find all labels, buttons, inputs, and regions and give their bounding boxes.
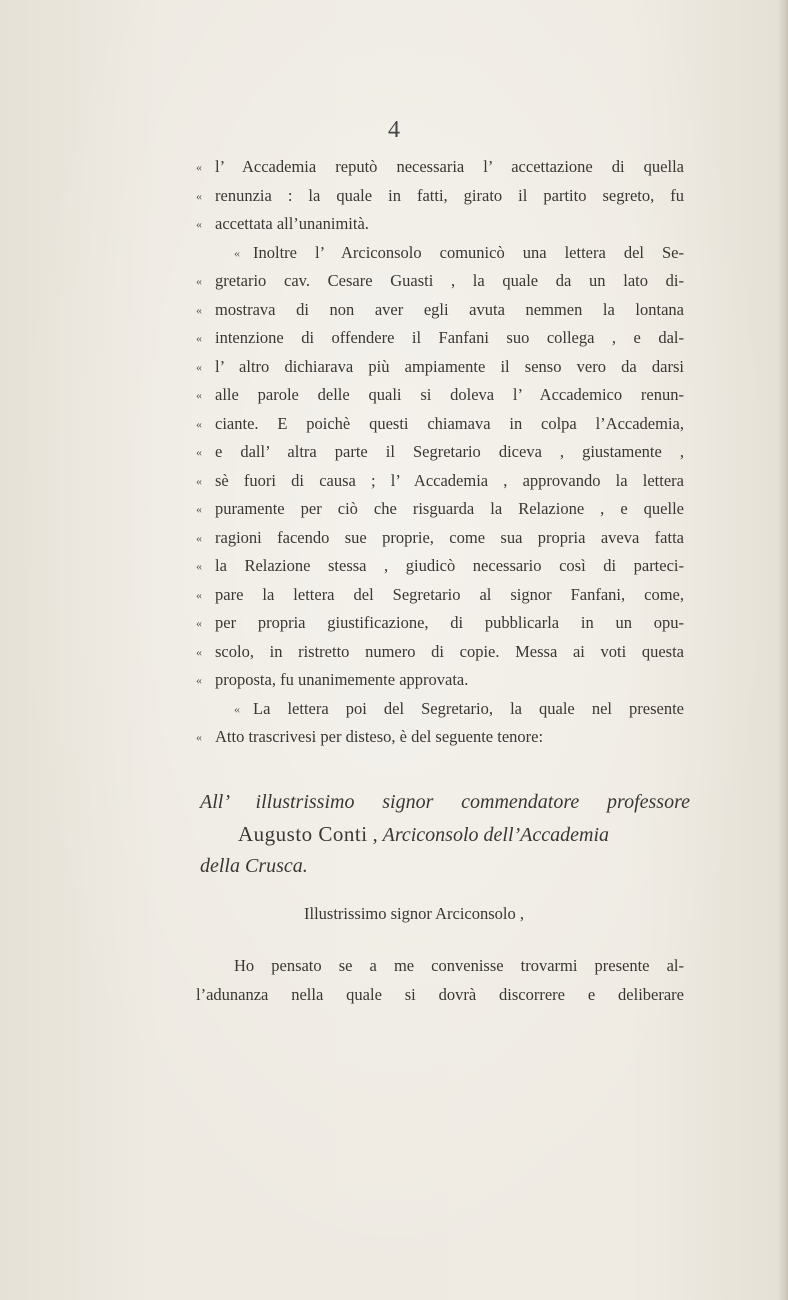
text-line [196, 210, 696, 239]
line-text: la Relazione stessa , giudicò necessario così di parteci- [215, 556, 684, 575]
text-line [196, 182, 696, 211]
quote-mark: « [196, 559, 202, 573]
line-text: ragioni facendo sue proprie, come sua propria aveva fatta [215, 527, 684, 547]
line-text: ciante. E poichè questi chiamava in colpa l’Accademia, [215, 413, 684, 433]
text-line [196, 723, 696, 752]
text-line [196, 239, 696, 268]
letter-line: l’adunanza nella quale si dovrà discorrere e deliberare [196, 985, 684, 1004]
quote-mark: « [196, 302, 202, 317]
line-text: alle parole delle quali si doleva l’ Accademico renun- [215, 385, 684, 404]
quote-mark: « [196, 587, 202, 602]
line-text: Inoltre l’ Arciconsolo comunicò una lettera del Se- [253, 242, 684, 262]
text-line [196, 695, 696, 724]
address-line-2 [200, 818, 690, 850]
line-text: puramente per ciò che risguarda la Relazione , e quelle [215, 499, 684, 518]
page-number: 4 [388, 117, 400, 143]
text-line [196, 638, 696, 667]
text-line [196, 296, 696, 325]
quote-mark: « [196, 416, 202, 431]
line-text: accettata all’unanimità. [215, 214, 369, 233]
quote-mark: « [196, 188, 202, 203]
text-line [196, 381, 696, 410]
quote-mark: « [196, 359, 202, 374]
text-line [196, 438, 696, 467]
text-line [196, 153, 696, 182]
line-text: l’ Accademia reputò necessaria l’ accettazione di quella [215, 157, 684, 176]
line-text: intenzione di offendere il Fanfani suo collega , e dal- [215, 328, 684, 347]
line-text: La lettera poi del Segretario, la quale nel presente [253, 698, 684, 718]
text-line [196, 467, 696, 496]
address-separator: , [367, 824, 383, 846]
text-line [196, 666, 696, 695]
quote-mark: « [196, 388, 202, 402]
address-line-3: della Crusca. [200, 855, 308, 877]
line-text: renunzia : la quale in fatti, girato il partito segreto, fu [215, 185, 684, 205]
quote-mark: « [196, 160, 202, 174]
letter-address [200, 786, 690, 882]
line-text: scolo, in ristretto numero di copie. Messa ai voti questa [215, 641, 684, 661]
quote-mark: « [196, 217, 202, 231]
quote-mark: « [196, 730, 202, 744]
line-text: Atto trascrivesi per disteso, è del seguente tenore: [215, 727, 544, 746]
text-line [196, 267, 696, 296]
quote-mark: « [234, 245, 240, 260]
line-text: proposta, fu unanimemente approvata. [215, 670, 469, 689]
quote-mark: « [196, 616, 202, 630]
letter-line: Ho pensato se a me convenisse trovarmi presente al- [234, 956, 684, 975]
text-line [196, 353, 696, 382]
quote-mark: « [196, 331, 202, 345]
text-line [196, 552, 696, 581]
line-text: per propria giustificazione, di pubblicarla in un opu- [215, 613, 684, 632]
page-edge-shadow [778, 0, 788, 1300]
line-text: gretario cav. Cesare Guasti , la quale da un lato di- [215, 271, 684, 290]
text-line [196, 581, 696, 610]
quote-mark: « [196, 274, 202, 288]
quote-mark: « [196, 445, 202, 459]
quote-mark: « [196, 473, 202, 488]
quote-mark: « [196, 502, 202, 516]
line-text: l’ altro dichiarava più ampiamente il senso vero da darsi [215, 356, 684, 376]
line-text: mostrava di non aver egli avuta nemmen la lontana [215, 299, 684, 319]
addressee-name: Augusto Conti [238, 822, 368, 846]
addressee-title: Arciconsolo dell’Accademia [382, 824, 610, 846]
letter-text-block [196, 951, 684, 1009]
quote-mark: « [196, 644, 202, 659]
address-line-1: All’ illustrissimo signor commendatore professore [200, 791, 690, 813]
quote-mark: « [234, 701, 240, 716]
quote-mark: « [196, 673, 202, 687]
body-text-block [196, 153, 696, 752]
text-line [196, 524, 696, 553]
text-line [196, 324, 696, 353]
line-text: pare la lettera del Segretario al signor Fanfani, come, [215, 584, 684, 604]
quote-mark: « [196, 530, 202, 545]
letter-salutation: Illustrissimo signor Arciconsolo , [304, 904, 524, 923]
text-line [196, 410, 696, 439]
line-text: sè fuori di causa ; l’ Accademia , approvando la lettera [215, 470, 684, 490]
text-line [196, 495, 696, 524]
line-text: e dall’ altra parte il Segretario diceva , giustamente , [215, 442, 684, 461]
text-line [196, 609, 696, 638]
